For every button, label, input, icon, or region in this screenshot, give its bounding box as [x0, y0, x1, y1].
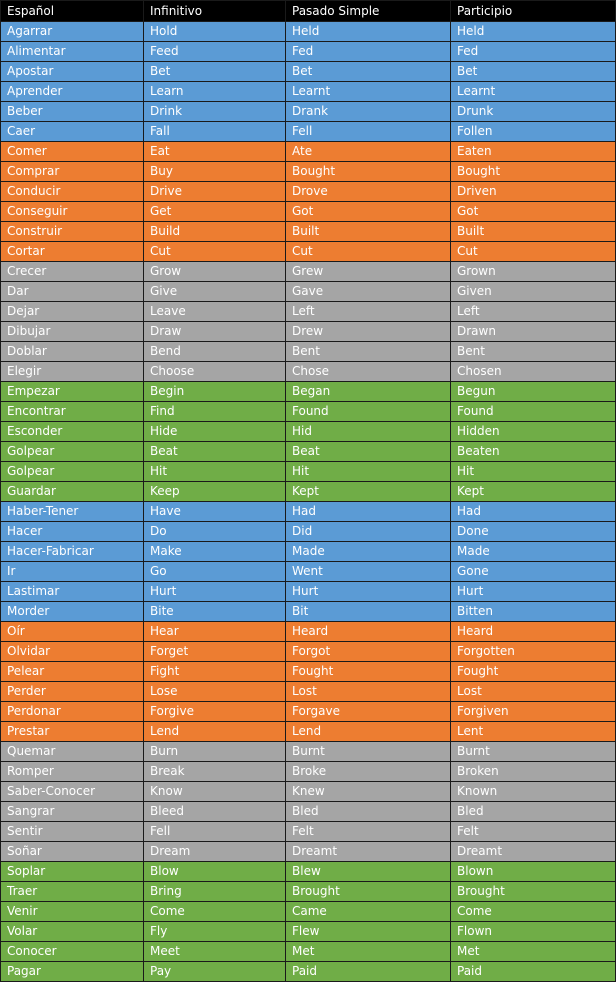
- cell-infinitivo: Cut: [144, 242, 286, 262]
- cell-infinitivo: Bleed: [144, 802, 286, 822]
- cell-infinitivo: Hurt: [144, 582, 286, 602]
- cell-espanol: Conocer: [1, 942, 144, 962]
- table-row: [1, 122, 616, 142]
- cell-participio: Gone: [451, 562, 616, 582]
- cell-infinitivo: Hold: [144, 22, 286, 42]
- table-row: [1, 642, 616, 662]
- cell-espanol: Prestar: [1, 722, 144, 742]
- header-espanol: Español: [1, 1, 144, 22]
- cell-espanol: Construir: [1, 222, 144, 242]
- cell-pasado-simple: Beat: [286, 442, 451, 462]
- cell-participio: Forgiven: [451, 702, 616, 722]
- cell-infinitivo: Burn: [144, 742, 286, 762]
- cell-pasado-simple: Lend: [286, 722, 451, 742]
- header-participio: Participio: [451, 1, 616, 22]
- cell-participio: Built: [451, 222, 616, 242]
- cell-infinitivo: Give: [144, 282, 286, 302]
- cell-infinitivo: Hear: [144, 622, 286, 642]
- cell-pasado-simple: Bought: [286, 162, 451, 182]
- cell-participio: Hit: [451, 462, 616, 482]
- cell-espanol: Crecer: [1, 262, 144, 282]
- cell-participio: Heard: [451, 622, 616, 642]
- cell-participio: Dreamt: [451, 842, 616, 862]
- cell-espanol: Golpear: [1, 442, 144, 462]
- cell-infinitivo: Come: [144, 902, 286, 922]
- cell-participio: Flown: [451, 922, 616, 942]
- cell-infinitivo: Bet: [144, 62, 286, 82]
- cell-infinitivo: Feed: [144, 42, 286, 62]
- cell-infinitivo: Blow: [144, 862, 286, 882]
- table-row: [1, 742, 616, 762]
- cell-espanol: Pagar: [1, 962, 144, 982]
- cell-espanol: Volar: [1, 922, 144, 942]
- cell-participio: Known: [451, 782, 616, 802]
- cell-participio: Lost: [451, 682, 616, 702]
- cell-pasado-simple: Made: [286, 542, 451, 562]
- table-row: [1, 422, 616, 442]
- table-row: [1, 782, 616, 802]
- cell-espanol: Empezar: [1, 382, 144, 402]
- cell-pasado-simple: Paid: [286, 962, 451, 982]
- cell-espanol: Golpear: [1, 462, 144, 482]
- cell-espanol: Quemar: [1, 742, 144, 762]
- table-row: [1, 302, 616, 322]
- cell-pasado-simple: Ate: [286, 142, 451, 162]
- cell-pasado-simple: Went: [286, 562, 451, 582]
- table-row: [1, 42, 616, 62]
- cell-infinitivo: Dream: [144, 842, 286, 862]
- cell-pasado-simple: Cut: [286, 242, 451, 262]
- table-row: [1, 342, 616, 362]
- table-row: [1, 462, 616, 482]
- cell-participio: Driven: [451, 182, 616, 202]
- table-row: [1, 482, 616, 502]
- cell-espanol: Perder: [1, 682, 144, 702]
- cell-participio: Felt: [451, 822, 616, 842]
- cell-pasado-simple: Left: [286, 302, 451, 322]
- table-body: [1, 22, 616, 982]
- cell-espanol: Soñar: [1, 842, 144, 862]
- cell-infinitivo: Meet: [144, 942, 286, 962]
- cell-participio: Met: [451, 942, 616, 962]
- cell-participio: Found: [451, 402, 616, 422]
- cell-infinitivo: Break: [144, 762, 286, 782]
- cell-espanol: Esconder: [1, 422, 144, 442]
- cell-espanol: Elegir: [1, 362, 144, 382]
- table-row: [1, 722, 616, 742]
- cell-espanol: Encontrar: [1, 402, 144, 422]
- cell-infinitivo: Do: [144, 522, 286, 542]
- cell-participio: Fed: [451, 42, 616, 62]
- cell-infinitivo: Have: [144, 502, 286, 522]
- cell-espanol: Caer: [1, 122, 144, 142]
- cell-espanol: Alimentar: [1, 42, 144, 62]
- table-row: [1, 922, 616, 942]
- table-row: [1, 242, 616, 262]
- table-row: [1, 762, 616, 782]
- table-row: [1, 542, 616, 562]
- cell-espanol: Conducir: [1, 182, 144, 202]
- cell-espanol: Hacer: [1, 522, 144, 542]
- cell-participio: Hurt: [451, 582, 616, 602]
- cell-espanol: Hacer-Fabricar: [1, 542, 144, 562]
- cell-infinitivo: Fly: [144, 922, 286, 942]
- cell-espanol: Dejar: [1, 302, 144, 322]
- table-row: [1, 82, 616, 102]
- cell-infinitivo: Get: [144, 202, 286, 222]
- table-row: [1, 842, 616, 862]
- cell-infinitivo: Leave: [144, 302, 286, 322]
- table-row: [1, 802, 616, 822]
- table-row: [1, 902, 616, 922]
- cell-participio: Begun: [451, 382, 616, 402]
- table-row: [1, 942, 616, 962]
- table-row: [1, 602, 616, 622]
- cell-pasado-simple: Hurt: [286, 582, 451, 602]
- cell-infinitivo: Fell: [144, 822, 286, 842]
- cell-participio: Done: [451, 522, 616, 542]
- cell-pasado-simple: Bet: [286, 62, 451, 82]
- table-row: [1, 862, 616, 882]
- cell-pasado-simple: Met: [286, 942, 451, 962]
- cell-infinitivo: Hit: [144, 462, 286, 482]
- cell-espanol: Lastimar: [1, 582, 144, 602]
- cell-pasado-simple: Began: [286, 382, 451, 402]
- table-row: [1, 562, 616, 582]
- cell-espanol: Aprender: [1, 82, 144, 102]
- cell-participio: Learnt: [451, 82, 616, 102]
- cell-pasado-simple: Grew: [286, 262, 451, 282]
- cell-participio: Hidden: [451, 422, 616, 442]
- cell-pasado-simple: Hit: [286, 462, 451, 482]
- cell-pasado-simple: Fought: [286, 662, 451, 682]
- cell-espanol: Agarrar: [1, 22, 144, 42]
- cell-pasado-simple: Chose: [286, 362, 451, 382]
- cell-participio: Given: [451, 282, 616, 302]
- cell-infinitivo: Drink: [144, 102, 286, 122]
- cell-espanol: Romper: [1, 762, 144, 782]
- cell-espanol: Morder: [1, 602, 144, 622]
- cell-infinitivo: Hide: [144, 422, 286, 442]
- cell-pasado-simple: Bent: [286, 342, 451, 362]
- table-row: [1, 822, 616, 842]
- table-row: [1, 362, 616, 382]
- header-infinitivo: Infinitivo: [144, 1, 286, 22]
- header-row: [1, 1, 616, 22]
- cell-espanol: Venir: [1, 902, 144, 922]
- cell-pasado-simple: Felt: [286, 822, 451, 842]
- cell-pasado-simple: Knew: [286, 782, 451, 802]
- cell-participio: Bent: [451, 342, 616, 362]
- cell-pasado-simple: Got: [286, 202, 451, 222]
- cell-infinitivo: Fight: [144, 662, 286, 682]
- table-row: [1, 62, 616, 82]
- cell-espanol: Olvidar: [1, 642, 144, 662]
- table-row: [1, 182, 616, 202]
- cell-infinitivo: Bend: [144, 342, 286, 362]
- cell-infinitivo: Forget: [144, 642, 286, 662]
- cell-participio: Come: [451, 902, 616, 922]
- cell-participio: Got: [451, 202, 616, 222]
- cell-infinitivo: Make: [144, 542, 286, 562]
- cell-infinitivo: Fall: [144, 122, 286, 142]
- cell-infinitivo: Pay: [144, 962, 286, 982]
- table-row: [1, 962, 616, 982]
- cell-pasado-simple: Forgot: [286, 642, 451, 662]
- cell-pasado-simple: Drew: [286, 322, 451, 342]
- cell-participio: Drunk: [451, 102, 616, 122]
- cell-participio: Forgotten: [451, 642, 616, 662]
- cell-infinitivo: Go: [144, 562, 286, 582]
- cell-pasado-simple: Built: [286, 222, 451, 242]
- cell-espanol: Pelear: [1, 662, 144, 682]
- cell-pasado-simple: Drank: [286, 102, 451, 122]
- cell-pasado-simple: Blew: [286, 862, 451, 882]
- cell-pasado-simple: Burnt: [286, 742, 451, 762]
- cell-infinitivo: Bring: [144, 882, 286, 902]
- cell-pasado-simple: Bit: [286, 602, 451, 622]
- cell-participio: Bled: [451, 802, 616, 822]
- cell-pasado-simple: Fed: [286, 42, 451, 62]
- cell-infinitivo: Beat: [144, 442, 286, 462]
- cell-espanol: Oír: [1, 622, 144, 642]
- cell-espanol: Conseguir: [1, 202, 144, 222]
- cell-infinitivo: Begin: [144, 382, 286, 402]
- cell-espanol: Ir: [1, 562, 144, 582]
- cell-espanol: Comprar: [1, 162, 144, 182]
- header-pasado-simple: Pasado Simple: [286, 1, 451, 22]
- cell-participio: Lent: [451, 722, 616, 742]
- table-row: [1, 522, 616, 542]
- table-row: [1, 202, 616, 222]
- cell-pasado-simple: Dreamt: [286, 842, 451, 862]
- cell-pasado-simple: Flew: [286, 922, 451, 942]
- cell-pasado-simple: Held: [286, 22, 451, 42]
- cell-pasado-simple: Drove: [286, 182, 451, 202]
- cell-participio: Broken: [451, 762, 616, 782]
- cell-participio: Beaten: [451, 442, 616, 462]
- table-row: [1, 502, 616, 522]
- cell-participio: Fought: [451, 662, 616, 682]
- table-row: [1, 882, 616, 902]
- cell-participio: Cut: [451, 242, 616, 262]
- cell-pasado-simple: Forgave: [286, 702, 451, 722]
- cell-participio: Chosen: [451, 362, 616, 382]
- cell-participio: Follen: [451, 122, 616, 142]
- cell-espanol: Apostar: [1, 62, 144, 82]
- cell-participio: Bitten: [451, 602, 616, 622]
- table-row: [1, 582, 616, 602]
- cell-participio: Left: [451, 302, 616, 322]
- cell-pasado-simple: Learnt: [286, 82, 451, 102]
- cell-espanol: Guardar: [1, 482, 144, 502]
- cell-participio: Made: [451, 542, 616, 562]
- cell-infinitivo: Draw: [144, 322, 286, 342]
- cell-participio: Bet: [451, 62, 616, 82]
- table-row: [1, 442, 616, 462]
- cell-espanol: Comer: [1, 142, 144, 162]
- cell-participio: Kept: [451, 482, 616, 502]
- cell-pasado-simple: Brought: [286, 882, 451, 902]
- cell-espanol: Dar: [1, 282, 144, 302]
- cell-participio: Burnt: [451, 742, 616, 762]
- cell-infinitivo: Lose: [144, 682, 286, 702]
- table-row: [1, 662, 616, 682]
- cell-pasado-simple: Fell: [286, 122, 451, 142]
- cell-infinitivo: Eat: [144, 142, 286, 162]
- table-row: [1, 162, 616, 182]
- cell-participio: Bought: [451, 162, 616, 182]
- table-row: [1, 142, 616, 162]
- cell-infinitivo: Know: [144, 782, 286, 802]
- cell-participio: Paid: [451, 962, 616, 982]
- table-row: [1, 222, 616, 242]
- cell-espanol: Sentir: [1, 822, 144, 842]
- cell-infinitivo: Keep: [144, 482, 286, 502]
- cell-infinitivo: Learn: [144, 82, 286, 102]
- table-row: [1, 382, 616, 402]
- cell-participio: Held: [451, 22, 616, 42]
- cell-pasado-simple: Lost: [286, 682, 451, 702]
- cell-pasado-simple: Broke: [286, 762, 451, 782]
- table-row: [1, 682, 616, 702]
- cell-infinitivo: Buy: [144, 162, 286, 182]
- cell-infinitivo: Drive: [144, 182, 286, 202]
- table-row: [1, 322, 616, 342]
- cell-espanol: Dibujar: [1, 322, 144, 342]
- cell-pasado-simple: Bled: [286, 802, 451, 822]
- cell-infinitivo: Choose: [144, 362, 286, 382]
- cell-participio: Brought: [451, 882, 616, 902]
- cell-espanol: Sangrar: [1, 802, 144, 822]
- table-row: [1, 622, 616, 642]
- cell-participio: Grown: [451, 262, 616, 282]
- table-row: [1, 102, 616, 122]
- cell-espanol: Traer: [1, 882, 144, 902]
- cell-infinitivo: Grow: [144, 262, 286, 282]
- cell-espanol: Soplar: [1, 862, 144, 882]
- cell-pasado-simple: Found: [286, 402, 451, 422]
- cell-pasado-simple: Heard: [286, 622, 451, 642]
- cell-pasado-simple: Gave: [286, 282, 451, 302]
- table-row: [1, 702, 616, 722]
- table-row: [1, 22, 616, 42]
- cell-pasado-simple: Kept: [286, 482, 451, 502]
- cell-participio: Had: [451, 502, 616, 522]
- cell-espanol: Beber: [1, 102, 144, 122]
- cell-infinitivo: Bite: [144, 602, 286, 622]
- table-row: [1, 262, 616, 282]
- cell-participio: Eaten: [451, 142, 616, 162]
- cell-espanol: Perdonar: [1, 702, 144, 722]
- cell-pasado-simple: Did: [286, 522, 451, 542]
- cell-pasado-simple: Hid: [286, 422, 451, 442]
- cell-infinitivo: Forgive: [144, 702, 286, 722]
- cell-infinitivo: Find: [144, 402, 286, 422]
- cell-participio: Blown: [451, 862, 616, 882]
- cell-espanol: Doblar: [1, 342, 144, 362]
- cell-espanol: Haber-Tener: [1, 502, 144, 522]
- cell-espanol: Cortar: [1, 242, 144, 262]
- cell-infinitivo: Build: [144, 222, 286, 242]
- cell-infinitivo: Lend: [144, 722, 286, 742]
- table-row: [1, 282, 616, 302]
- cell-espanol: Saber-Conocer: [1, 782, 144, 802]
- cell-pasado-simple: Came: [286, 902, 451, 922]
- cell-participio: Drawn: [451, 322, 616, 342]
- cell-pasado-simple: Had: [286, 502, 451, 522]
- table-row: [1, 402, 616, 422]
- table-header: [1, 1, 616, 22]
